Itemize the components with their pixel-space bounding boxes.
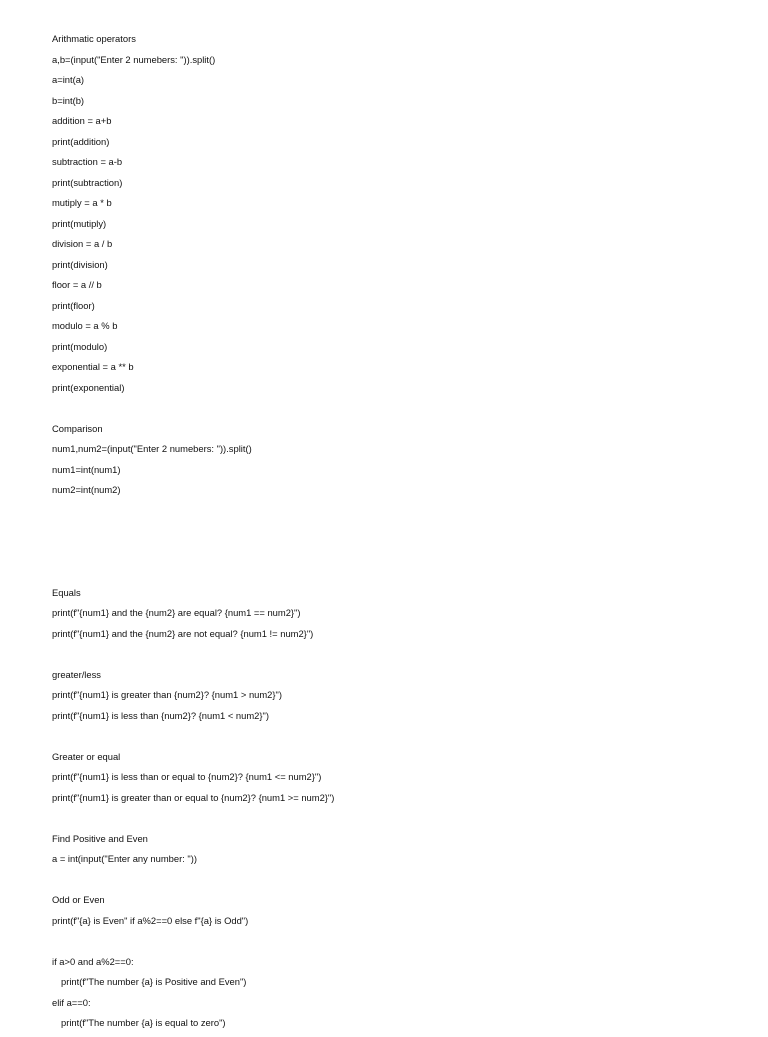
blank-line — [52, 565, 742, 586]
code-line: b=int(b) — [52, 94, 85, 106]
code-line: print(f"{num1} is less than {num2}? {num1 < num2}") — [52, 709, 269, 721]
blank-line — [52, 729, 742, 750]
blank-line — [52, 545, 742, 566]
code-line: print(f"{num1} is greater than or equal to {num2}? {num1 >= num2}") — [52, 791, 335, 803]
blank-line — [52, 873, 742, 894]
code-line: num2=int(num2) — [52, 484, 121, 495]
section-heading-greater-or-equal: Greater or equal — [52, 750, 121, 762]
code-line: print(f"{num1} and the {num2} are equal? {num1 == num2}") — [52, 607, 301, 618]
blank-line — [52, 934, 742, 955]
code-line: elif a==0: — [52, 996, 91, 1008]
code-line: print(f"{a} is Even" if a%2==0 else f"{a} is Odd") — [52, 914, 249, 926]
code-line: print(mutiply) — [52, 217, 107, 229]
code-line: print(f"{num1} and the {num2} are not equal? {num1 != num2}") — [52, 627, 314, 639]
section-heading-greater-less: greater/less — [52, 668, 101, 680]
blank-line — [52, 811, 742, 832]
code-line: modulo = a % b — [52, 320, 118, 331]
code-line: print(addition) — [52, 135, 110, 147]
section-heading-odd-even: Odd or Even — [52, 894, 105, 905]
section-heading-arithmetic: Arithmatic operators — [52, 33, 136, 44]
code-line-indented: print(f"The number {a} is equal to zero") — [61, 1017, 226, 1028]
code-line: print(division) — [52, 258, 108, 270]
code-line: subtraction = a-b — [52, 156, 123, 167]
blank-line — [52, 504, 742, 525]
blank-line — [52, 647, 742, 668]
code-line: print(subtraction) — [52, 176, 123, 188]
code-line: print(floor) — [52, 299, 95, 311]
section-heading-equals: Equals — [52, 586, 81, 598]
code-line: a,b=(input("Enter 2 numebers: ")).split() — [52, 53, 216, 65]
code-line: a = int(input("Enter any number: ")) — [52, 853, 198, 864]
section-heading-comparison: Comparison — [52, 422, 103, 434]
code-line: print(f"{num1} is greater than {num2}? {num1 > num2}") — [52, 689, 282, 700]
section-heading-positive-even: Find Positive and Even — [52, 832, 148, 844]
code-line: floor = a // b — [52, 279, 102, 290]
blank-line — [52, 401, 742, 422]
code-line: if a>0 and a%2==0: — [52, 955, 134, 967]
code-line: division = a / b — [52, 238, 113, 249]
code-line: print(modulo) — [52, 340, 108, 352]
code-line: mutiply = a * b — [52, 197, 112, 208]
code-line-indented: print(f"The number {a} is Positive and Even") — [61, 976, 247, 987]
code-line: num1=int(num1) — [52, 463, 121, 475]
code-line: addition = a+b — [52, 115, 112, 126]
code-line: exponential = a ** b — [52, 361, 134, 372]
blank-line — [52, 524, 742, 545]
code-line: print(exponential) — [52, 381, 125, 393]
code-line: a=int(a) — [52, 74, 85, 85]
code-line: print(f"{num1} is less than or equal to {num2}? {num1 <= num2}") — [52, 771, 322, 782]
code-line: num1,num2=(input("Enter 2 numebers: ")).split() — [52, 443, 252, 454]
document-page — [52, 32, 742, 1037]
